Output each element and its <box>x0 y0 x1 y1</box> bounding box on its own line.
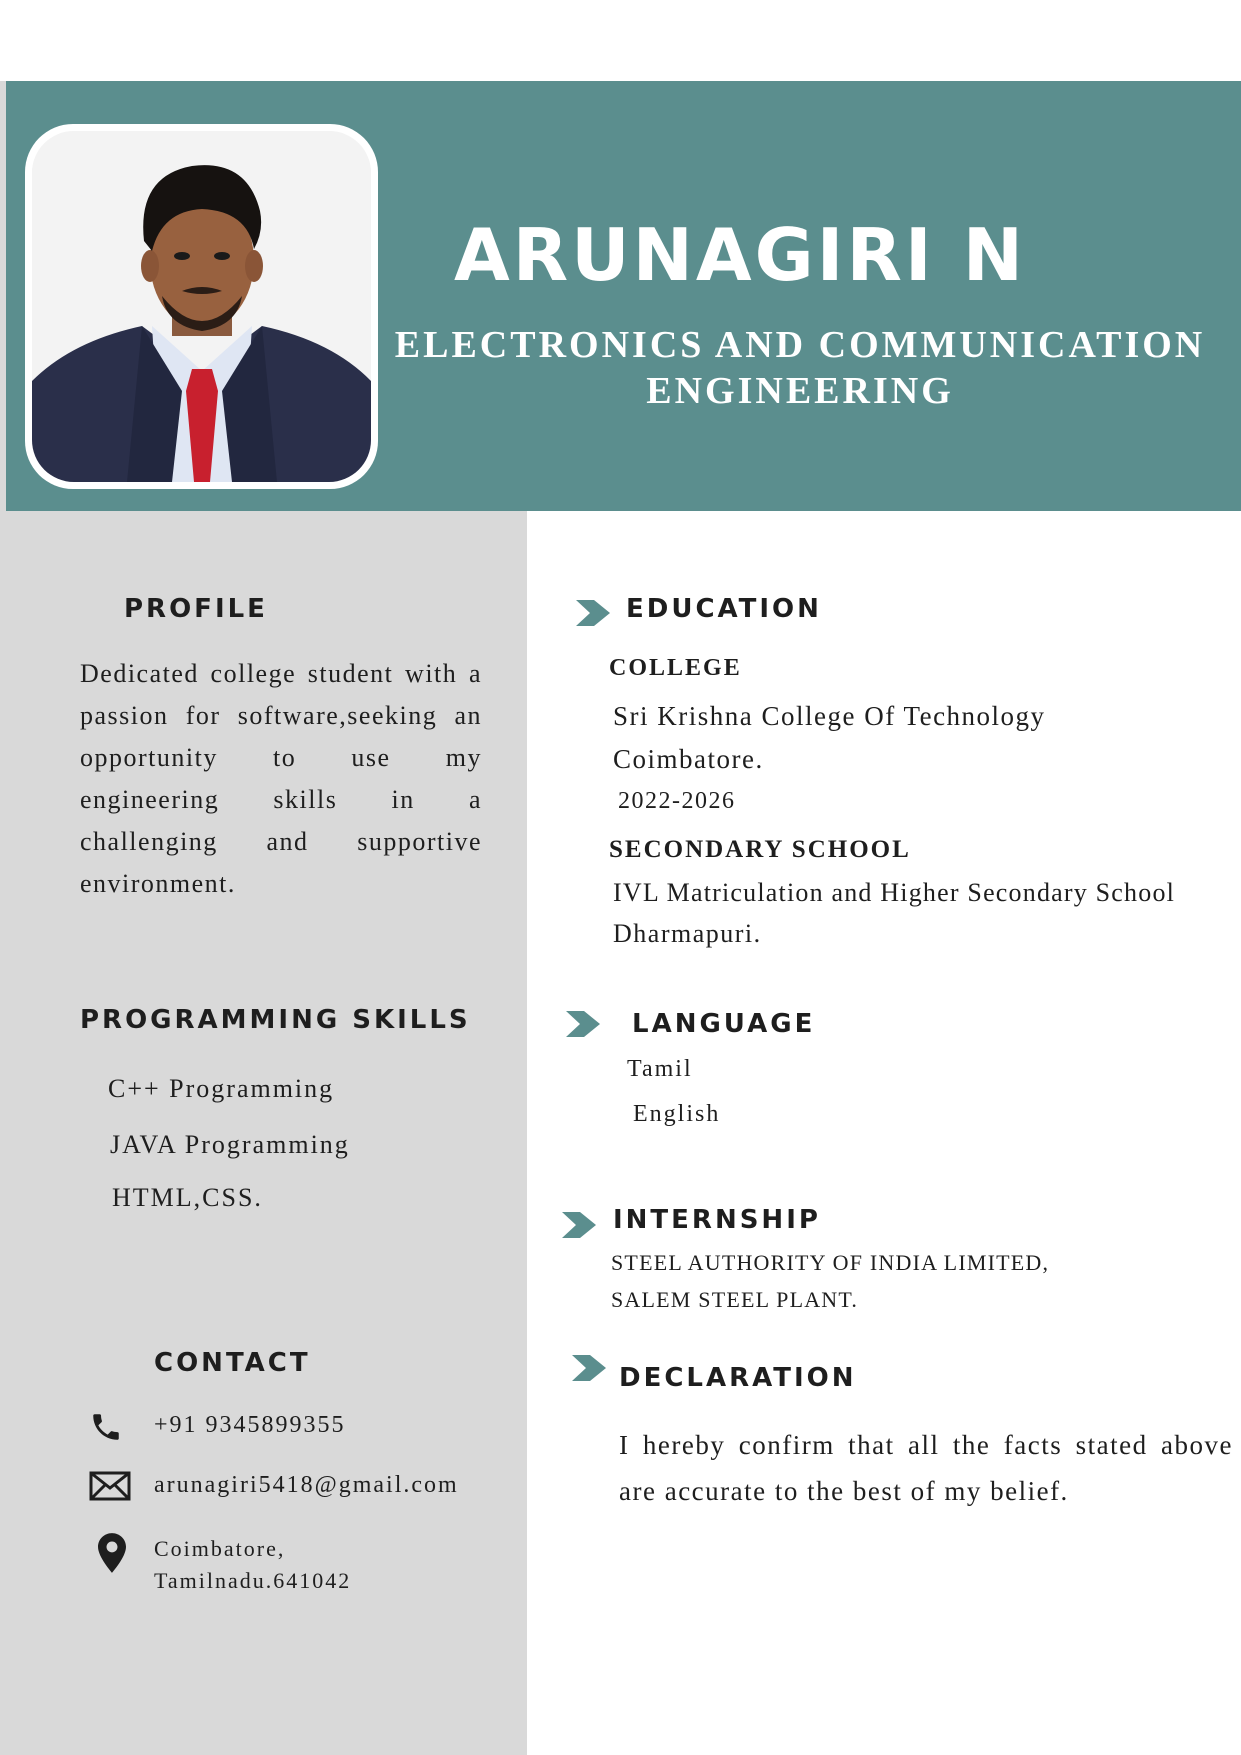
phone-icon <box>89 1410 123 1444</box>
language-item: Tamil <box>627 1056 693 1082</box>
contact-phone[interactable]: +91 9345899355 <box>154 1412 346 1438</box>
location-pin-icon <box>98 1533 126 1573</box>
language-item: English <box>633 1101 721 1127</box>
address-line: Tamilnadu.641042 <box>154 1568 352 1593</box>
contact-email[interactable]: arunagiri5418@gmail.com <box>154 1472 459 1498</box>
section-arrow-icon <box>576 598 612 628</box>
skills-heading: PROGRAMMING SKILLS <box>80 1005 471 1035</box>
school-city: Dharmapuri. <box>613 919 762 948</box>
skill-item: HTML,CSS. <box>112 1183 263 1212</box>
top-margin <box>0 0 1241 81</box>
profile-photo-frame <box>25 124 378 489</box>
candidate-name: ARUNAGIRI N <box>453 213 1027 297</box>
candidate-discipline: ELECTRONICS AND COMMUNICATION ENGINEERING <box>394 324 1206 412</box>
internship-location: SALEM STEEL PLANT. <box>611 1287 859 1312</box>
address-line: Coimbatore, <box>154 1536 286 1561</box>
language-heading: LANGUAGE <box>632 1009 816 1039</box>
college-city: Coimbatore. <box>613 744 764 774</box>
profile-text: Dedicated college student with a passion for software,seeking an opportunity to use my engineering skills in a challenging and supportive environment. <box>80 659 482 898</box>
declaration-text: I hereby confirm that all the facts stated above are accurate to the best of my belief. <box>619 1430 1233 1506</box>
profile-photo <box>32 131 371 482</box>
school-name: IVL Matriculation and Higher Secondary School <box>613 878 1176 907</box>
profile-heading: PROFILE <box>124 594 268 624</box>
internship-company: STEEL AUTHORITY OF INDIA LIMITED, <box>611 1250 1050 1275</box>
college-name: Sri Krishna College Of Technology <box>613 701 1046 731</box>
skill-item: JAVA Programming <box>110 1130 350 1159</box>
portrait-image <box>32 131 371 482</box>
internship-heading: INTERNSHIP <box>613 1205 821 1235</box>
college-years: 2022-2026 <box>618 788 736 814</box>
contact-heading: CONTACT <box>154 1348 311 1378</box>
section-arrow-icon <box>566 1009 602 1039</box>
section-arrow-icon <box>562 1210 598 1240</box>
school-label: SECONDARY SCHOOL <box>609 836 911 863</box>
contact-address <box>154 1533 351 1597</box>
education-heading: EDUCATION <box>626 594 822 624</box>
college-label: COLLEGE <box>609 655 742 681</box>
declaration-heading: DECLARATION <box>619 1363 857 1393</box>
skill-item: C++ Programming <box>108 1074 335 1103</box>
section-arrow-icon <box>572 1353 608 1383</box>
mail-icon <box>89 1471 131 1501</box>
